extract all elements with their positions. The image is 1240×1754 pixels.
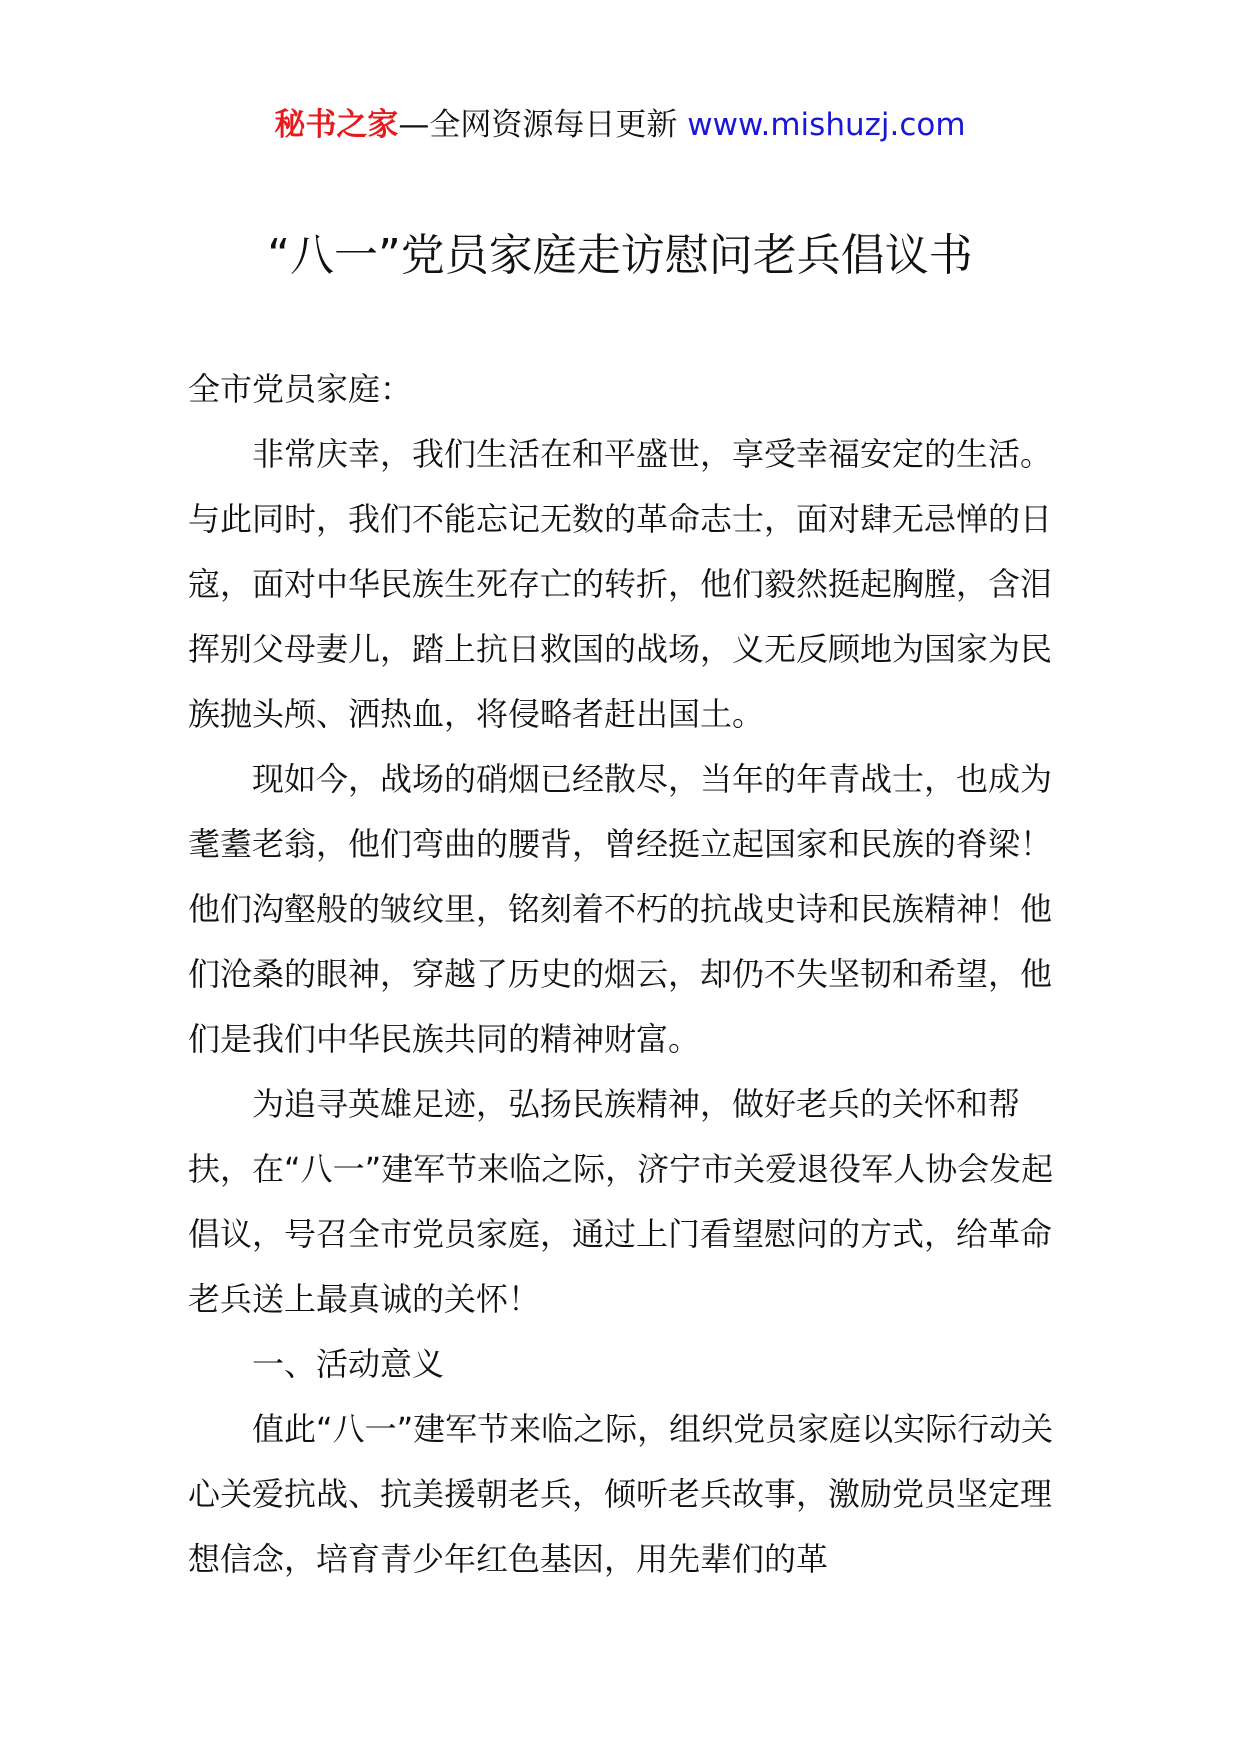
brand-name: 秘书之家 <box>274 107 399 143</box>
salutation: 全市党员家庭： <box>188 370 413 408</box>
site-url-link[interactable]: www.mishuzj.com <box>687 107 966 143</box>
paragraph-1: 非常庆幸，我们生活在和平盛世，享受幸福安定的生活。与此同时，我们不能忘记无数的革命志士，面对肆无忌惮的日寇，面对中华民族生死存亡的转折，他们毅然挺起胸膛，含泪挥别父母妻儿，踏上抗日救国的战场，义无反顾地为国家为民族抛头颅、洒热血，将侵略者赶出国土。 <box>188 435 1053 733</box>
paragraph-3: 为追寻英雄足迹，弘扬民族精神，做好老兵的关怀和帮扶，在“八一”建军节来临之际，济宁市关爱退役军人协会发起倡议，号召全市党员家庭，通过上门看望慰问的方式，给革命老兵送上最真诚的关怀！ <box>188 1085 1054 1318</box>
section-paragraph: 值此“八一”建军节来临之际，组织党员家庭以实际行动关心关爱抗战、抗美援朝老兵，倾听老兵故事，激励党员坚定理想信念，培育青少年红色基因，用先辈们的革 <box>188 1410 1054 1578</box>
paragraph-2: 现如今，战场的硝烟已经散尽，当年的年青战士，也成为耄耋老翁，他们弯曲的腰背，曾经挺立起国家和民族的脊梁！他们沟壑般的皱纹里，铭刻着不朽的抗战史诗和民族精神！他们沧桑的眼神，穿越了历史的烟云，却仍不失坚韧和希望，他们是我们中华民族共同的精神财富。 <box>188 760 1053 1058</box>
document-title: “八一”党员家庭走访慰问老兵倡议书 <box>267 230 973 281</box>
document-body <box>188 357 1068 1592</box>
header-tagline: —全网资源每日更新 <box>398 107 678 143</box>
site-header <box>0 103 1240 147</box>
section-heading: 一、活动意义 <box>252 1345 445 1383</box>
